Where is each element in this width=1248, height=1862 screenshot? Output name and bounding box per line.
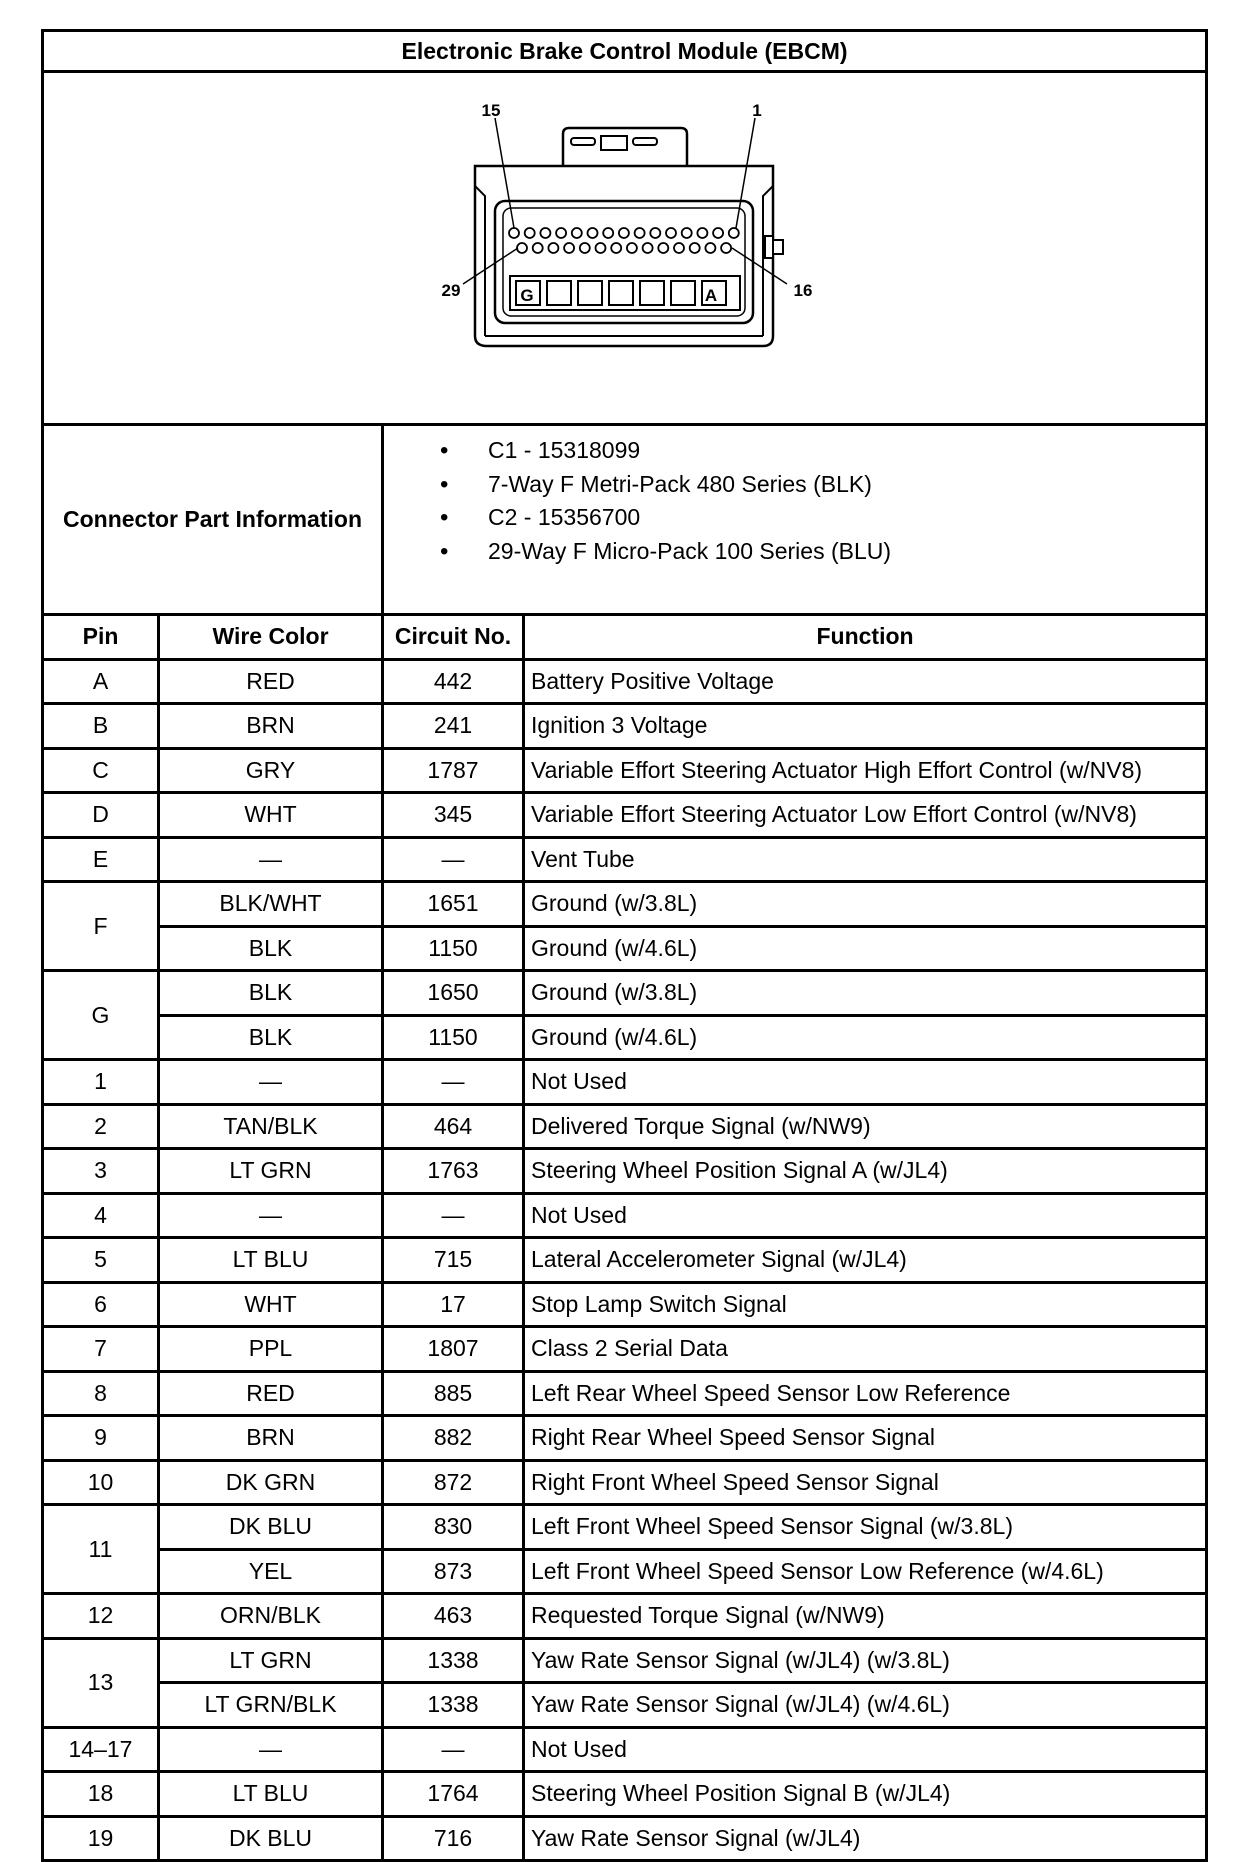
circuit-number-cell: 1764 [383,1772,524,1817]
column-header-pin: Pin [43,615,159,660]
function-cell: Ground (w/4.6L) [524,1015,1207,1060]
table-row [43,1549,1207,1594]
function-cell: Not Used [524,1193,1207,1238]
table-row [43,1594,1207,1639]
circuit-number-cell: 1763 [383,1149,524,1194]
function-cell: Steering Wheel Position Signal B (w/JL4) [524,1772,1207,1817]
function-cell: Right Rear Wheel Speed Sensor Signal [524,1416,1207,1461]
circuit-number-cell: 1650 [383,971,524,1016]
wire-color-cell: DK BLU [159,1505,383,1550]
terminal-cavity [721,243,731,253]
pin-cell: 3 [43,1149,159,1194]
column-header-function: Function [524,615,1207,660]
terminal-cavity [587,228,597,238]
function-cell: Yaw Rate Sensor Signal (w/JL4) (w/3.8L) [524,1638,1207,1683]
key-letter-a: A [704,286,717,305]
ebcm-pinout-table [41,29,1208,1862]
connector-info-cell [383,425,1207,615]
connector-info-item: • C2 - 15356700 [440,501,1205,535]
function-cell: Ground (w/4.6L) [524,926,1207,971]
table-row [43,1238,1207,1283]
latch-window-icon [601,136,627,150]
terminal-cavity [517,243,527,253]
function-cell: Ignition 3 Voltage [524,704,1207,749]
wire-color-cell: BLK/WHT [159,882,383,927]
table-row [43,1683,1207,1728]
circuit-number-cell: 464 [383,1104,524,1149]
circuit-number-cell: 241 [383,704,524,749]
pin-cell: 14–17 [43,1727,159,1772]
circuit-number-cell: — [383,1060,524,1105]
function-cell: Class 2 Serial Data [524,1327,1207,1372]
circuit-number-cell: 345 [383,793,524,838]
wire-color-cell: LT BLU [159,1238,383,1283]
pin-cell: 4 [43,1193,159,1238]
connector-info-list [384,434,1205,568]
circuit-number-cell: — [383,1193,524,1238]
key-slot [671,281,695,305]
terminal-cavity [697,228,707,238]
wire-color-cell: BRN [159,1416,383,1461]
table-row [43,882,1207,927]
pin-cell: 1 [43,1060,159,1105]
callout-1: 1 [751,101,762,120]
terminal-cavity [540,228,550,238]
wire-color-cell: DK GRN [159,1460,383,1505]
table-row [43,971,1207,1016]
wire-color-cell: LT GRN [159,1638,383,1683]
pin-cell: 10 [43,1460,159,1505]
circuit-number-cell: 716 [383,1816,524,1861]
circuit-number-cell: 1150 [383,1015,524,1060]
table-row [43,837,1207,882]
function-cell: Lateral Accelerometer Signal (w/JL4) [524,1238,1207,1283]
pin-cell: G [43,971,159,1060]
terminal-cavity [626,243,636,253]
terminal-cavity [571,228,581,238]
table-row [43,659,1207,704]
page-title: Electronic Brake Control Module (EBCM) [43,31,1207,72]
terminal-cavity [611,243,621,253]
wire-color-cell: BRN [159,704,383,749]
wire-color-cell: WHT [159,1282,383,1327]
terminal-cavity [650,228,660,238]
function-cell: Not Used [524,1060,1207,1105]
function-cell: Battery Positive Voltage [524,659,1207,704]
wire-color-cell: PPL [159,1327,383,1372]
key-slot [640,281,664,305]
terminal-cavity [603,228,613,238]
pin-cell: 2 [43,1104,159,1149]
wire-color-cell: — [159,1193,383,1238]
table-row [43,1772,1207,1817]
terminal-cavity [674,243,684,253]
key-slot [578,281,602,305]
wire-color-cell: ORN/BLK [159,1594,383,1639]
wire-color-cell: — [159,1727,383,1772]
pin-cell: 18 [43,1772,159,1817]
wire-color-cell: RED [159,659,383,704]
circuit-number-cell: 1807 [383,1327,524,1372]
table-row [43,1727,1207,1772]
callout-15: 15 [481,101,500,120]
wire-color-cell: GRY [159,748,383,793]
terminal-cavity [642,243,652,253]
terminal-cavity [524,228,534,238]
table-row [43,1416,1207,1461]
function-cell: Ground (w/3.8L) [524,971,1207,1016]
connector-diagram [43,72,1207,425]
circuit-number-cell: 1150 [383,926,524,971]
callout-29: 29 [441,281,460,300]
table-row [43,1060,1207,1105]
connector-info-item: • C1 - 15318099 [440,434,1205,468]
table-row [43,1193,1207,1238]
function-cell: Ground (w/3.8L) [524,882,1207,927]
table-row [43,1015,1207,1060]
function-cell: Stop Lamp Switch Signal [524,1282,1207,1327]
terminal-cavity [595,243,605,253]
wire-color-cell: BLK [159,1015,383,1060]
circuit-number-cell: 442 [383,659,524,704]
wire-color-cell: — [159,837,383,882]
function-cell: Delivered Torque Signal (w/NW9) [524,1104,1207,1149]
function-cell: Left Rear Wheel Speed Sensor Low Reference [524,1371,1207,1416]
circuit-number-cell: 1338 [383,1683,524,1728]
table-row [43,704,1207,749]
terminal-cavity [532,243,542,253]
pin-cell: A [43,659,159,704]
terminal-cavity [564,243,574,253]
wire-color-cell: LT BLU [159,1772,383,1817]
function-cell: Right Front Wheel Speed Sensor Signal [524,1460,1207,1505]
wire-color-cell: — [159,1060,383,1105]
function-cell: Variable Effort Steering Actuator Low Effort Control (w/NV8) [524,793,1207,838]
terminal-cavity [658,243,668,253]
function-cell: Vent Tube [524,837,1207,882]
pin-cell: 5 [43,1238,159,1283]
pin-cell: D [43,793,159,838]
pin-cell: F [43,882,159,971]
connector-info-item: • 29-Way F Micro-Pack 100 Series (BLU) [440,535,1205,569]
wire-color-cell: WHT [159,793,383,838]
pin-cell: 11 [43,1505,159,1594]
terminal-cavity [713,228,723,238]
column-header-circuit-no: Circuit No. [383,615,524,660]
table-row [43,748,1207,793]
circuit-number-cell: 1787 [383,748,524,793]
table-header-row [43,615,1207,660]
wire-color-cell: LT GRN [159,1149,383,1194]
connector-face-illustration [415,96,835,396]
table-row [43,1149,1207,1194]
key-letter-g: G [519,286,534,305]
function-cell: Steering Wheel Position Signal A (w/JL4) [524,1149,1207,1194]
table-row [43,1505,1207,1550]
function-cell: Yaw Rate Sensor Signal (w/JL4) [524,1816,1207,1861]
pin-cell: 12 [43,1594,159,1639]
key-slot-row [516,281,726,305]
table-row [43,1460,1207,1505]
table-row [43,1371,1207,1416]
table-row [43,1327,1207,1372]
wire-color-cell: LT GRN/BLK [159,1683,383,1728]
terminal-cavity [705,243,715,253]
circuit-number-cell: 830 [383,1505,524,1550]
function-cell: Not Used [524,1727,1207,1772]
terminal-cavity [618,228,628,238]
circuit-number-cell: — [383,1727,524,1772]
function-cell: Requested Torque Signal (w/NW9) [524,1594,1207,1639]
wire-color-cell: RED [159,1371,383,1416]
pin-cell: C [43,748,159,793]
table-row [43,1816,1207,1861]
callout-16: 16 [793,281,812,300]
circuit-number-cell: 885 [383,1371,524,1416]
terminal-cavity [579,243,589,253]
circuit-number-cell: 17 [383,1282,524,1327]
connector-info-item: • 7-Way F Metri-Pack 480 Series (BLK) [440,468,1205,502]
terminal-cavity [634,228,644,238]
pin-cell: 6 [43,1282,159,1327]
table-row [43,1282,1207,1327]
wire-color-cell: DK BLU [159,1816,383,1861]
pin-cell: E [43,837,159,882]
pin-cell: 8 [43,1371,159,1416]
wire-color-cell: BLK [159,926,383,971]
pin-cell: 13 [43,1638,159,1727]
wire-color-cell: TAN/BLK [159,1104,383,1149]
key-slot [547,281,571,305]
circuit-number-cell: 463 [383,1594,524,1639]
pin-cell: 9 [43,1416,159,1461]
key-slot [609,281,633,305]
pin-cell: B [43,704,159,749]
table-row [43,793,1207,838]
function-cell: Yaw Rate Sensor Signal (w/JL4) (w/4.6L) [524,1683,1207,1728]
pin-cell: 19 [43,1816,159,1861]
circuit-number-cell: 715 [383,1238,524,1283]
circuit-number-cell: — [383,837,524,882]
circuit-number-cell: 873 [383,1549,524,1594]
wire-color-cell: BLK [159,971,383,1016]
table-row [43,1104,1207,1149]
connector-info-label: Connector Part Information [43,425,383,615]
terminal-cavity [728,228,738,238]
terminal-cavity [666,228,676,238]
terminal-cavity [509,228,519,238]
terminal-cavity [548,243,558,253]
circuit-number-cell: 1651 [383,882,524,927]
circuit-number-cell: 1338 [383,1638,524,1683]
table-row [43,1638,1207,1683]
terminal-row-top [509,228,739,238]
circuit-number-cell: 882 [383,1416,524,1461]
function-cell: Variable Effort Steering Actuator High Effort Control (w/NV8) [524,748,1207,793]
circuit-number-cell: 872 [383,1460,524,1505]
column-header-wire-color: Wire Color [159,615,383,660]
pin-cell: 7 [43,1327,159,1372]
terminal-cavity [681,228,691,238]
table-row [43,926,1207,971]
function-cell: Left Front Wheel Speed Sensor Signal (w/3.8L) [524,1505,1207,1550]
function-cell: Left Front Wheel Speed Sensor Low Reference (w/4.6L) [524,1549,1207,1594]
wire-color-cell: YEL [159,1549,383,1594]
terminal-cavity [556,228,566,238]
terminal-cavity [689,243,699,253]
